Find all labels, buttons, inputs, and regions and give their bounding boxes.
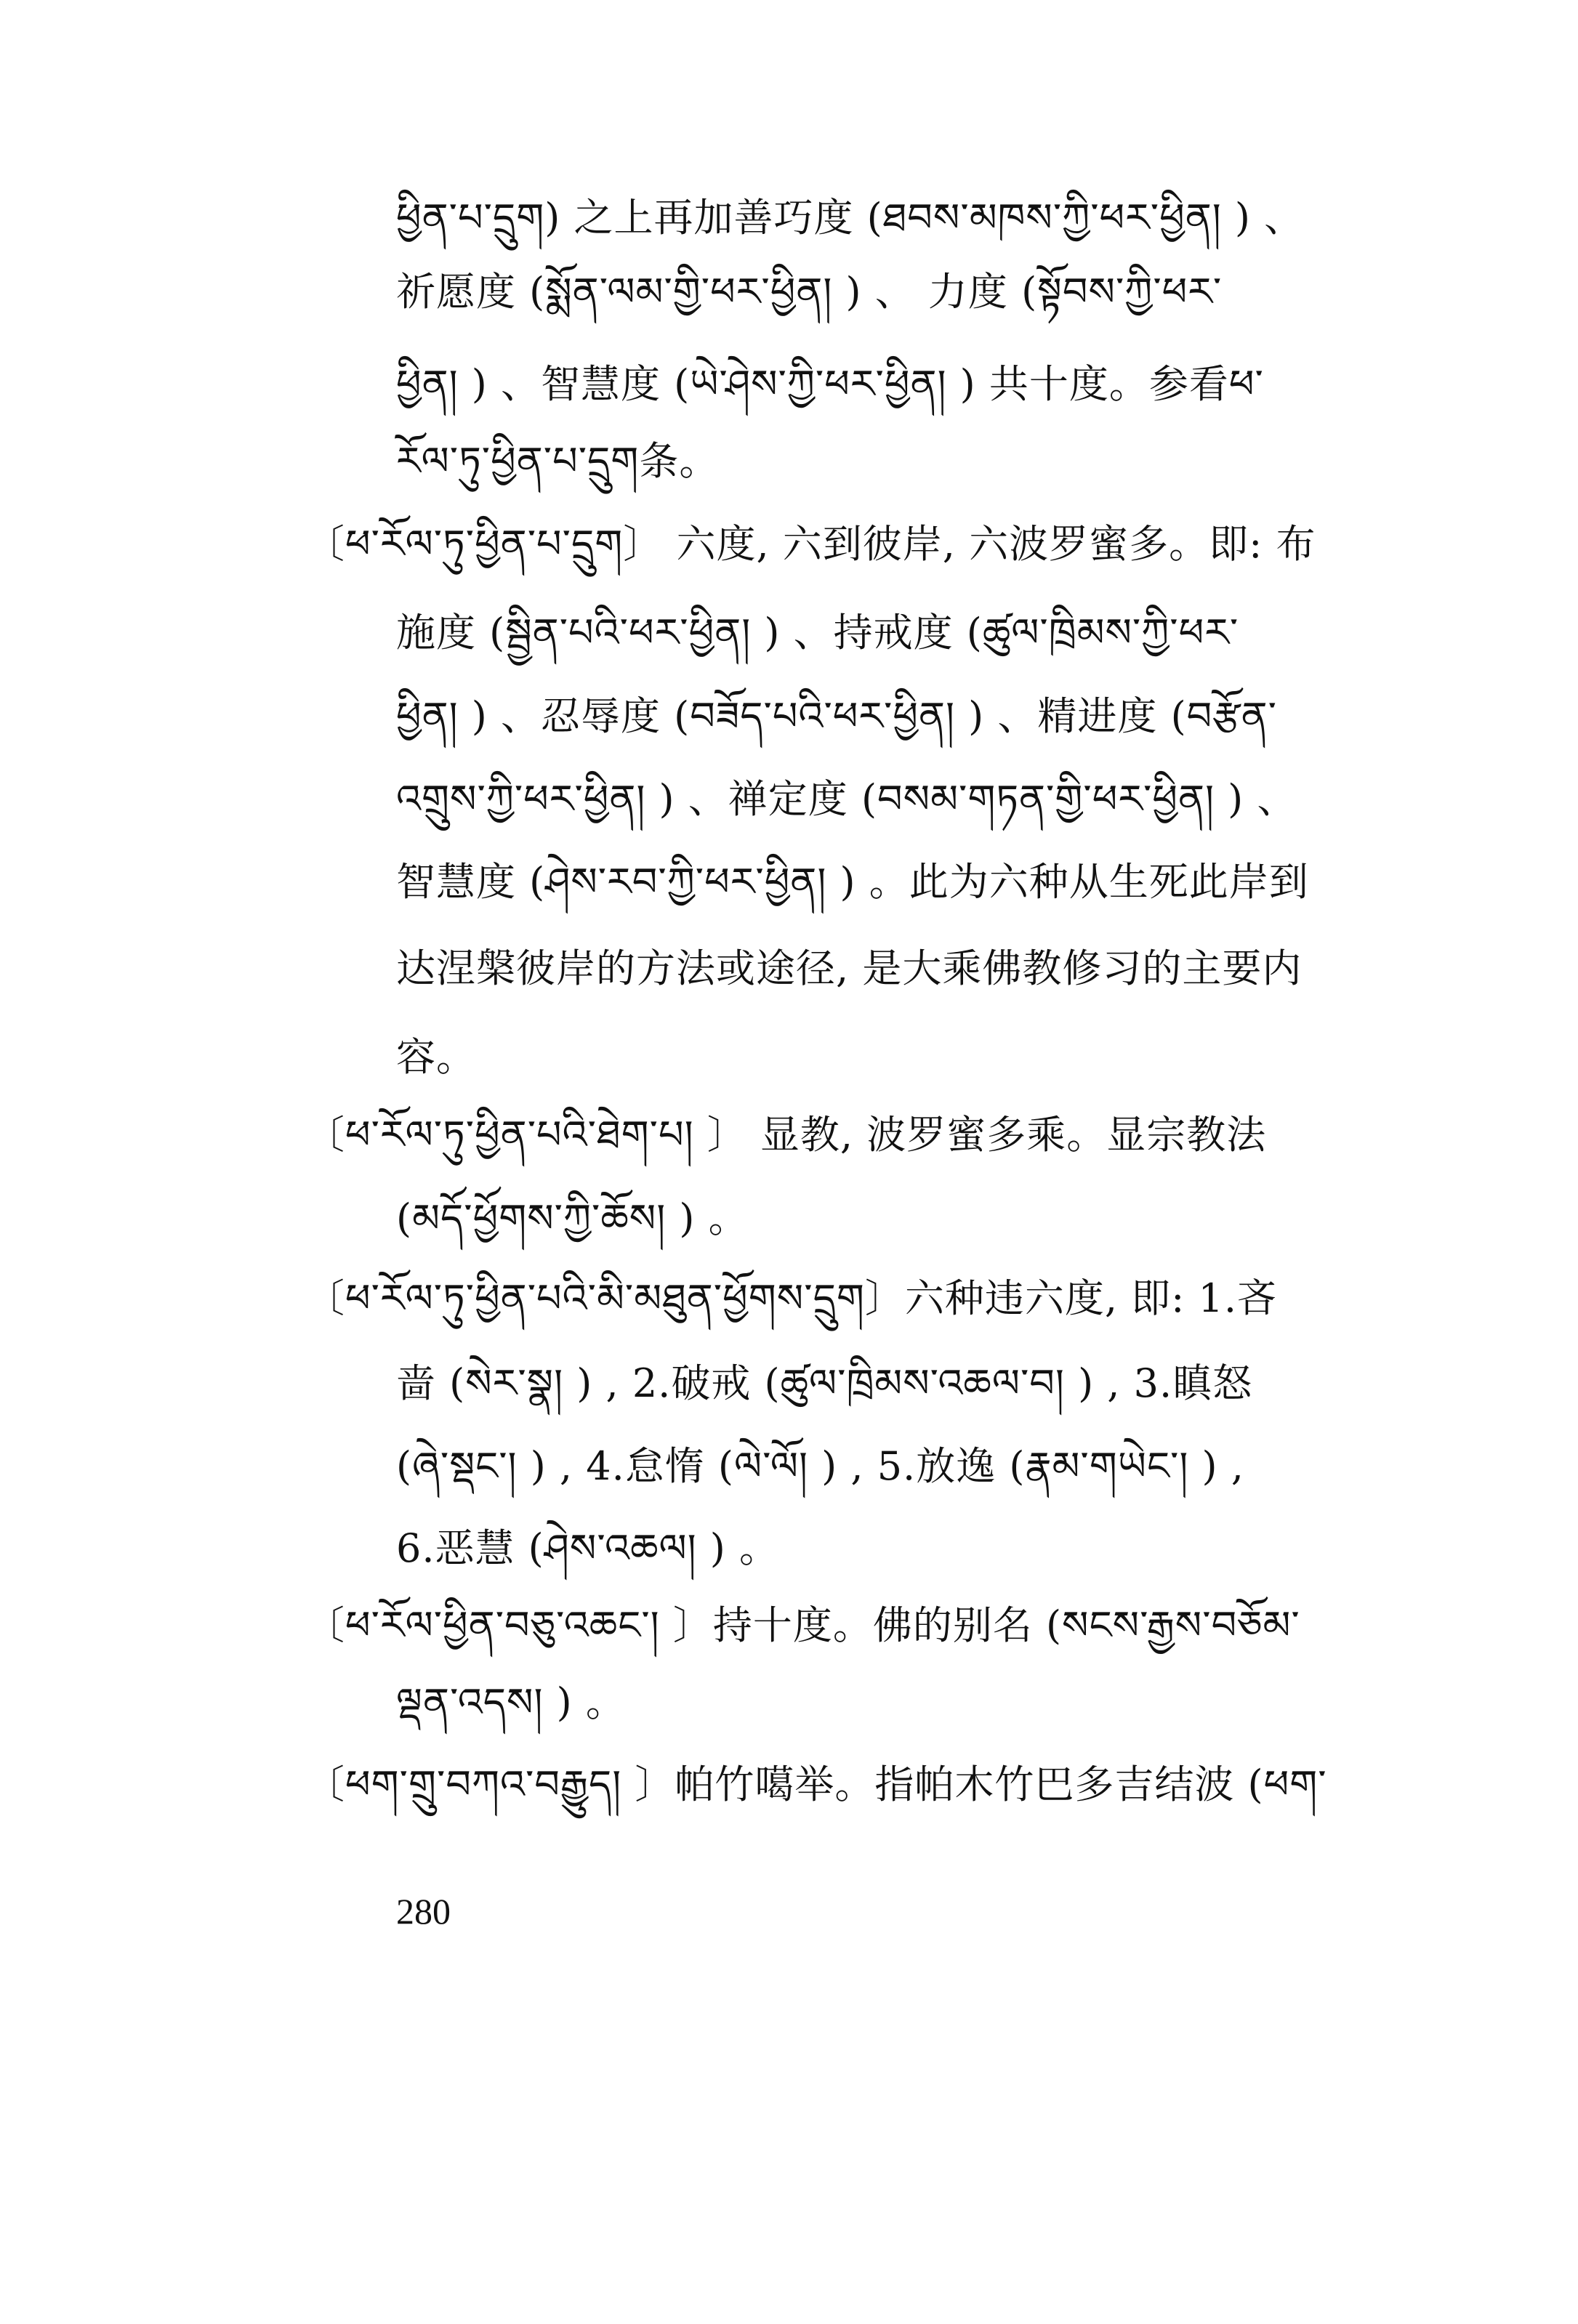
dictionary-headword-line: 〔ཕ་རོལ་ཏུ་ཕྱིན་པའི་ཐེག་པ། 〕 显教, 波罗蜜多乘。显宗教法: [305, 1112, 1267, 1158]
text-line: ཕྱིན། ) 、忍辱度 (བཟོད་པའི་ཕར་ཕྱིན། ) 、精进度 (བརྩོན་: [396, 693, 1277, 739]
text-line: 啬 (སེར་སྣ། ) , 2.破戒 (ཚུལ་ཁྲིམས་འཆལ་བ། ) , 3.瞋怒: [396, 1360, 1253, 1406]
page-number: 280: [396, 1891, 451, 1932]
dictionary-headword-line: 〔ཕག་གྲུ་བཀའ་བརྒྱུད། 〕帕竹噶举。指帕木竹巴多吉结波 (ཕག་: [305, 1762, 1327, 1807]
text-line: རོལ་ཏུ་ཕྱིན་པ་དྲུག条。: [396, 438, 720, 484]
text-line: 智慧度 (ཤེས་རབ་ཀྱི་ཕར་ཕྱིན། ) 。此为六种从生死此岸到: [396, 859, 1309, 905]
text-line: (ཞེ་སྡང་། ) , 4.怠惰 (ལེ་ལོ། ) , 5.放逸 (རྣམ་གཡེང་། ) ,: [396, 1443, 1244, 1489]
text-line: འགྲུས་ཀྱི་ཕར་ཕྱིན། ) 、禅定度 (བསམ་གཏན་གྱི་ཕར་ཕྱིན། ) 、: [396, 776, 1297, 822]
text-line: ཕྱིན། ) 、智慧度 (ཡེ་ཤེས་ཀྱི་ཕར་ཕྱིན། ) 共十度。参看ཕ་: [396, 361, 1264, 407]
text-line: 施度 (སྦྱིན་པའི་ཕར་ཕྱིན། ) 、持戒度 (ཚུལ་ཁྲིམས་ཀྱི་ཕར་: [396, 610, 1239, 655]
dictionary-headword-line: 〔ཕ་རོལ་ཏུ་ཕྱིན་པའི་མི་མཐུན་ཕྱོགས་དྲུག〕六种违六度, 即: 1.吝: [305, 1275, 1278, 1321]
text-line: (མདོ་ཕྱོགས་ཀྱི་ཆོས། ) 。: [396, 1195, 749, 1241]
text-line: ལྡན་འདས། ) 。: [396, 1679, 626, 1725]
text-line: ཕྱིན་པ་དྲུག) 之上再加善巧度 (ཐབས་མཁས་ཀྱི་ཕར་ཕྱིན། ) 、: [396, 195, 1305, 241]
text-line: 祈愿度 (སྨོན་ལམ་གྱི་ཕར་ཕྱིན། ) 、 力度 (སྟོབས་ཀྱི་ཕར་: [396, 269, 1223, 315]
text-line: 6.恶慧 (ཤེས་འཆལ། ) 。: [396, 1525, 780, 1571]
text-line: 达涅槃彼岸的方法或途径, 是大乘佛教修习的主要内: [396, 945, 1303, 991]
text-line: 容。: [396, 1034, 476, 1080]
dictionary-headword-line: 〔ཕ་རོལ་ཕྱིན་བཅུ་འཆང་། 〕持十度。佛的别名 (སངས་རྒྱས་བཅོམ་: [305, 1602, 1300, 1648]
dictionary-headword-line: 〔ཕ་རོལ་ཏུ་ཕྱིན་པ་དྲུག〕 六度, 六到彼岸, 六波罗蜜多。即: 布: [305, 521, 1316, 567]
